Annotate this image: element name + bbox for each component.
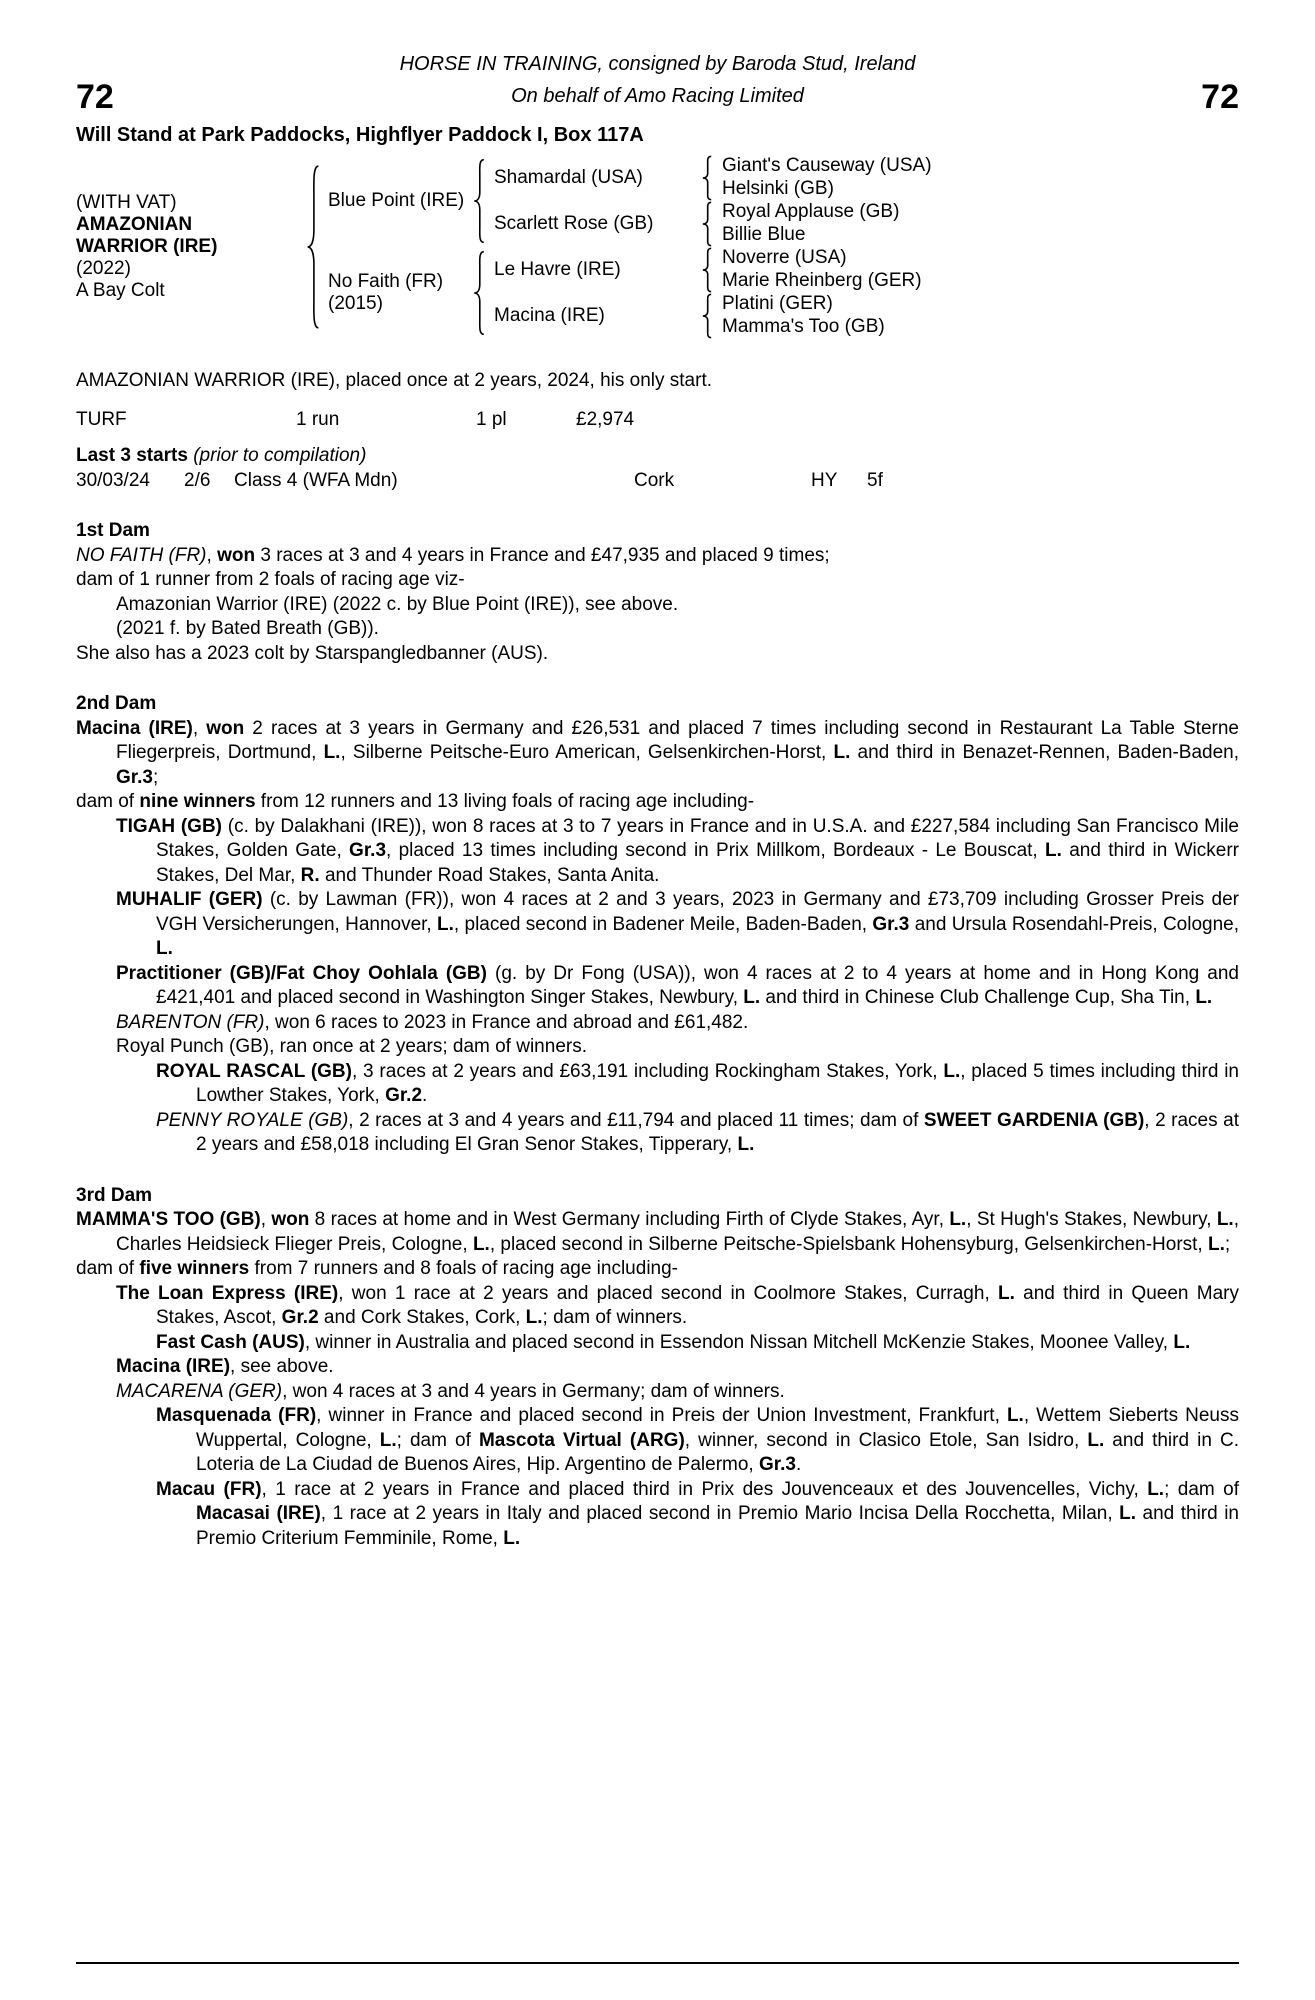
text-run: ;	[152, 766, 159, 788]
text-run: and third in Queen Mary Stakes, Ascot,	[156, 1282, 1239, 1328]
brace-icon	[464, 155, 494, 247]
text-run: , placed second in Silberne Peitsche-Spielsbank Hohensyburg, Gelsenkirchen-Horst,	[489, 1233, 1208, 1255]
text-run: 8 races at home and in West Germany including Firth of Clyde Stakes, Ayr,	[309, 1209, 950, 1230]
start-going: HY	[811, 469, 838, 491]
record-earnings: £2,974	[576, 408, 635, 430]
text-run: (c. by Lawman (FR)), won 4 races at 2 and 3 years, 2023 in Germany and £73,709 including Grosser Preis der VGH Versicherungen, Hannover,	[156, 889, 1239, 935]
text-run: , see above.	[230, 1356, 334, 1377]
text-run: nine winners	[139, 791, 256, 812]
brace-icon	[692, 155, 722, 201]
lot-number-right: 72	[1201, 77, 1239, 116]
text-run: , 1 race at 2 years in Italy and placed second in Premio Mario Incisa Della Rocchetta, Milan,	[320, 1503, 1120, 1524]
stand-location-line: Will Stand at Park Paddocks, Highflyer Paddock I, Box 117A	[76, 123, 644, 146]
last-start-row	[76, 469, 1239, 494]
text-run: from 12 runners and 13 living foals of racing age including-	[255, 791, 755, 812]
dam-year-line: (2015)	[328, 293, 383, 314]
pedigree-entry: Noverre (USA)	[722, 247, 847, 269]
on-behalf-line: On behalf of Amo Racing Limited	[511, 85, 804, 108]
text-run: R.	[300, 864, 320, 886]
brace-icon	[692, 247, 722, 293]
consignor-line: HORSE IN TRAINING, consigned by Baroda Stud, Ireland	[399, 53, 916, 75]
dam-section	[76, 1184, 1239, 1552]
text-run: ROYAL RASCAL (GB)	[156, 1060, 352, 1082]
text-run: .	[422, 1085, 428, 1106]
pedigree-paragraph	[76, 1380, 1239, 1405]
text-run: , 2 races at 2 years and £58,018 including El Gran Senor Stakes, Tipperary,	[196, 1109, 1239, 1155]
text-run: L.	[156, 938, 173, 959]
text-run: Macina (IRE)	[76, 717, 193, 739]
vat-note: (WITH VAT)	[76, 192, 177, 213]
text-run: Gr.2	[385, 1085, 423, 1106]
text-run: , St Hugh's Stakes, Newbury,	[966, 1209, 1217, 1230]
dam-section	[76, 519, 1239, 666]
text-run: Gr.2	[281, 1307, 319, 1328]
last-starts-label: Last 3 starts	[76, 445, 188, 466]
text-run: SWEET GARDENIA (GB)	[923, 1109, 1145, 1131]
text-run: , 2 races at 3 and 4 years and £11,794 and placed 11 times; dam of	[348, 1109, 924, 1131]
text-run: 2 races at 3 years in Germany and £26,531 and placed 7 times including second in Restaurant La Table Sterne Fliegerpreis, Dortmund,	[116, 717, 1239, 763]
text-run: (c. by Dalakhani (IRE)), won 8 races at 3 to 7 years in France and in U.S.A. and £227,584 including San Francisco Mile Stakes, Golden Gate,	[156, 815, 1239, 861]
text-run: dam of 1 runner from 2 foals of racing age viz-	[76, 569, 465, 590]
pedigree-entry: Marie Rheinberg (GER)	[722, 270, 922, 292]
text-run: and third in Premio Criterium Femminile, Rome,	[196, 1503, 1239, 1549]
text-run: , placed 5 times including third in Lowther Stakes, York,	[196, 1060, 1239, 1106]
dam-sections	[76, 519, 1239, 1551]
pedigree-paragraph	[76, 1355, 1239, 1380]
text-run: TIGAH (GB)	[116, 815, 222, 837]
pedigree-paragraph	[76, 544, 1239, 569]
pedigree-paragraph	[76, 815, 1239, 889]
dam-heading: 3rd Dam	[76, 1184, 153, 1206]
text-run: ,	[206, 544, 218, 566]
pedigree-entry: Le Havre (IRE)	[494, 259, 621, 280]
text-run: Gr.3	[116, 766, 153, 788]
text-run: , winner in France and placed second in Preis der Union Investment, Frankfurt,	[316, 1405, 1007, 1426]
pedigree-entry: Platini (GER)	[722, 293, 833, 315]
last-starts-heading	[76, 444, 1239, 469]
text-run: dam of	[76, 1258, 140, 1279]
record-runs: 1 run	[296, 408, 340, 430]
text-run: NO FAITH (FR)	[76, 544, 207, 566]
pedigree-paragraph	[76, 1208, 1239, 1257]
text-run: (g. by Dr Fong (USA)), won 4 races at 2 to 4 years at home and in Hong Kong and £421,401 and placed second in Washington Singer Stakes, Newbury,	[156, 962, 1239, 1008]
text-run: L.	[437, 913, 454, 935]
pedigree-paragraph	[76, 617, 1239, 642]
horse-name-block	[76, 155, 298, 339]
brace-icon	[692, 293, 722, 339]
brace-icon	[298, 155, 328, 339]
text-run: Macasai (IRE)	[196, 1503, 321, 1524]
horse-name-line1: AMAZONIAN	[76, 214, 193, 235]
pedigree-paragraph	[76, 1282, 1239, 1331]
text-run: L.	[998, 1282, 1015, 1304]
text-run: ; dam of winners.	[542, 1307, 688, 1328]
text-run: L.	[323, 742, 341, 763]
lot-row	[76, 79, 1239, 115]
text-run: , won 6 races to 2023 in France and abroad and £61,482.	[264, 1011, 749, 1033]
pedigree-paragraph	[76, 568, 1239, 593]
text-run: and third in Wickerr Stakes, Del Mar,	[156, 840, 1239, 886]
text-run: The Loan Express (IRE)	[116, 1282, 339, 1304]
record-places: 1 pl	[476, 408, 507, 430]
text-run: , winner in Australia and placed second in Essendon Nissan Mitchell McKenzie Stakes, Moonee Valley,	[304, 1331, 1174, 1353]
last-starts-note: (prior to compilation)	[187, 445, 367, 466]
text-run: L.	[525, 1307, 543, 1328]
text-run: BARENTON (FR)	[116, 1011, 265, 1033]
pedigree-paragraph	[76, 1011, 1239, 1036]
text-run: ,	[260, 1209, 272, 1230]
text-run: and Ursula Rosendahl-Preis, Cologne,	[909, 913, 1240, 935]
text-run: dam of	[76, 791, 140, 812]
text-run: (2021 f. by Bated Breath (GB)).	[116, 618, 379, 639]
text-run: won	[271, 1209, 310, 1230]
start-position: 2/6	[184, 469, 211, 491]
dam-name	[328, 247, 464, 339]
text-run: , Silberne Peitsche-Euro American, Gelsenkirchen-Horst,	[340, 742, 834, 763]
text-run: L.	[949, 1209, 967, 1230]
text-run: L.	[1208, 1233, 1225, 1255]
pedigree-entry: Giant's Causeway (USA)	[722, 155, 932, 177]
text-run: L.	[1006, 1405, 1024, 1426]
text-run: L.	[737, 1134, 755, 1155]
text-run: Royal Punch (GB), ran once at 2 years; dam of winners.	[116, 1036, 587, 1057]
text-run: L.	[379, 1429, 397, 1451]
text-run: and third in C. Loteria de La Ciudad de Buenos Aires, Hip. Argentino de Palermo,	[196, 1429, 1239, 1475]
text-run: Gr.3	[758, 1454, 796, 1475]
text-run: , 1 race at 2 years in France and placed third in Prix des Jouvenceaux et des Jouvencelles, Vichy,	[261, 1478, 1148, 1500]
pedigree-paragraph	[76, 1035, 1239, 1060]
text-run: from 7 runners and 8 foals of racing age including-	[249, 1258, 679, 1279]
text-run: , placed second in Badener Meile, Baden-Baden,	[453, 913, 873, 935]
text-run: Amazonian Warrior (IRE) (2022 c. by Blue Point (IRE)), see above.	[116, 593, 679, 615]
text-run: PENNY ROYALE (GB)	[156, 1109, 349, 1131]
text-run: Masquenada (FR)	[156, 1405, 317, 1426]
dam-heading: 1st Dam	[76, 520, 150, 541]
text-run: Practitioner (GB)/Fat Choy Oohlala (GB)	[116, 962, 487, 984]
pedigree-paragraph	[76, 1404, 1239, 1478]
pedigree-entry: Shamardal (USA)	[494, 167, 643, 188]
text-run: MUHALIF (GER)	[116, 889, 263, 910]
text-run: , Charles Heidsieck Flieger Preis, Cologne,	[116, 1209, 1239, 1255]
text-run: , placed 13 times including second in Prix Millkom, Bordeaux - Le Bouscat,	[386, 840, 1046, 861]
pedigree-entry: Macina (IRE)	[494, 305, 605, 326]
text-run: 3 races at 3 and 4 years in France and £47,935 and placed 9 times;	[255, 544, 830, 566]
pedigree-paragraph	[76, 962, 1239, 1011]
pedigree-paragraph	[76, 1478, 1239, 1552]
dam-name-line1: No Faith (FR)	[328, 271, 444, 292]
pedigree-paragraph	[76, 1331, 1239, 1356]
text-run: won	[206, 717, 245, 739]
text-run: L.	[1216, 1209, 1234, 1230]
pedigree-entry: Scarlett Rose (GB)	[494, 213, 654, 234]
text-run: L.	[833, 742, 851, 763]
text-run: MACARENA (GER)	[116, 1380, 283, 1402]
brace-icon	[692, 201, 722, 247]
text-run: , Wettem Sieberts Neuss Wuppertal, Cologne,	[196, 1405, 1239, 1451]
text-run: L.	[1173, 1331, 1191, 1353]
text-run: , won 4 races at 3 and 4 years in Germany; dam of winners.	[282, 1380, 785, 1402]
text-run: and third in Benazet-Rennen, Baden-Baden,	[850, 742, 1239, 763]
text-run: L.	[1119, 1503, 1137, 1524]
text-run: Fast Cash (AUS)	[156, 1331, 305, 1353]
text-run: , winner, second in Clasico Etole, San Isidro,	[684, 1429, 1088, 1451]
page-bottom-rule	[76, 1962, 1239, 1964]
text-run: won	[217, 544, 256, 566]
text-run: Macina (IRE)	[116, 1356, 231, 1377]
text-run: five winners	[139, 1258, 250, 1279]
horse-name-line2: WARRIOR (IRE)	[76, 236, 218, 257]
text-run: ,	[192, 717, 207, 739]
text-run: L.	[1147, 1478, 1165, 1500]
text-run: L.	[743, 987, 761, 1008]
record-surface: TURF	[76, 408, 127, 430]
pedigree-paragraph	[76, 1060, 1239, 1109]
text-run: .	[795, 1454, 802, 1475]
lot-number-left: 72	[76, 77, 114, 116]
text-run: L.	[943, 1060, 961, 1082]
pedigree-paragraph	[76, 1109, 1239, 1158]
text-run: Macau (FR)	[156, 1478, 262, 1500]
pedigree-entry: Mamma's Too (GB)	[722, 316, 885, 338]
pedigree-paragraph	[76, 642, 1239, 667]
text-run: and Cork Stakes, Cork,	[318, 1307, 526, 1328]
brace-icon	[464, 247, 494, 339]
race-record-summary: AMAZONIAN WARRIOR (IRE), placed once at 2 years, 2024, his only start.	[76, 370, 713, 391]
pedigree-paragraph	[76, 888, 1239, 962]
text-run: L.	[1045, 840, 1062, 861]
pedigree-paragraph	[76, 593, 1239, 618]
race-record-row	[76, 408, 1239, 433]
dam-section	[76, 692, 1239, 1158]
horse-description: A Bay Colt	[76, 280, 165, 301]
text-run: L.	[1195, 987, 1213, 1008]
text-run: , won 1 race at 2 years and placed second in Coolmore Stakes, Curragh,	[338, 1282, 998, 1304]
text-run: and third in Chinese Club Challenge Cup, Sha Tin,	[760, 987, 1196, 1008]
text-run: She also has a 2023 colt by Starspangledbanner (AUS).	[76, 642, 549, 664]
text-run: L.	[1087, 1429, 1105, 1451]
text-run: Mascota Virtual (ARG)	[478, 1429, 685, 1451]
pedigree-paragraph	[76, 717, 1239, 791]
dam-heading: 2nd Dam	[76, 693, 157, 714]
start-course: Cork	[634, 469, 675, 491]
text-run: ; dam of	[1164, 1478, 1239, 1500]
text-run: L.	[472, 1233, 490, 1255]
pedigree-entry: Royal Applause (GB)	[722, 201, 900, 223]
start-date: 30/03/24	[76, 469, 150, 491]
pedigree-entry: Helsinki (GB)	[722, 178, 834, 200]
text-run: MAMMA'S TOO (GB)	[76, 1209, 261, 1230]
pedigree-paragraph	[76, 790, 1239, 815]
text-run: L.	[503, 1527, 521, 1549]
start-distance: 5f	[867, 469, 883, 491]
text-run: , 3 races at 2 years and £63,191 including Rockingham Stakes, York,	[351, 1060, 944, 1082]
sire-name: Blue Point (IRE)	[328, 190, 465, 211]
text-run: ; dam of	[396, 1429, 479, 1451]
text-run: and Thunder Road Stakes, Santa Anita.	[319, 864, 660, 886]
start-race-class: Class 4 (WFA Mdn)	[234, 469, 398, 491]
pedigree-entry: Billie Blue	[722, 224, 806, 246]
pedigree-paragraph	[76, 1257, 1239, 1282]
text-run: Gr.3	[349, 840, 387, 861]
text-run: ;	[1224, 1233, 1231, 1255]
pedigree-table	[76, 155, 1239, 339]
text-run: Gr.3	[872, 913, 910, 935]
foaling-year: (2022)	[76, 258, 131, 279]
